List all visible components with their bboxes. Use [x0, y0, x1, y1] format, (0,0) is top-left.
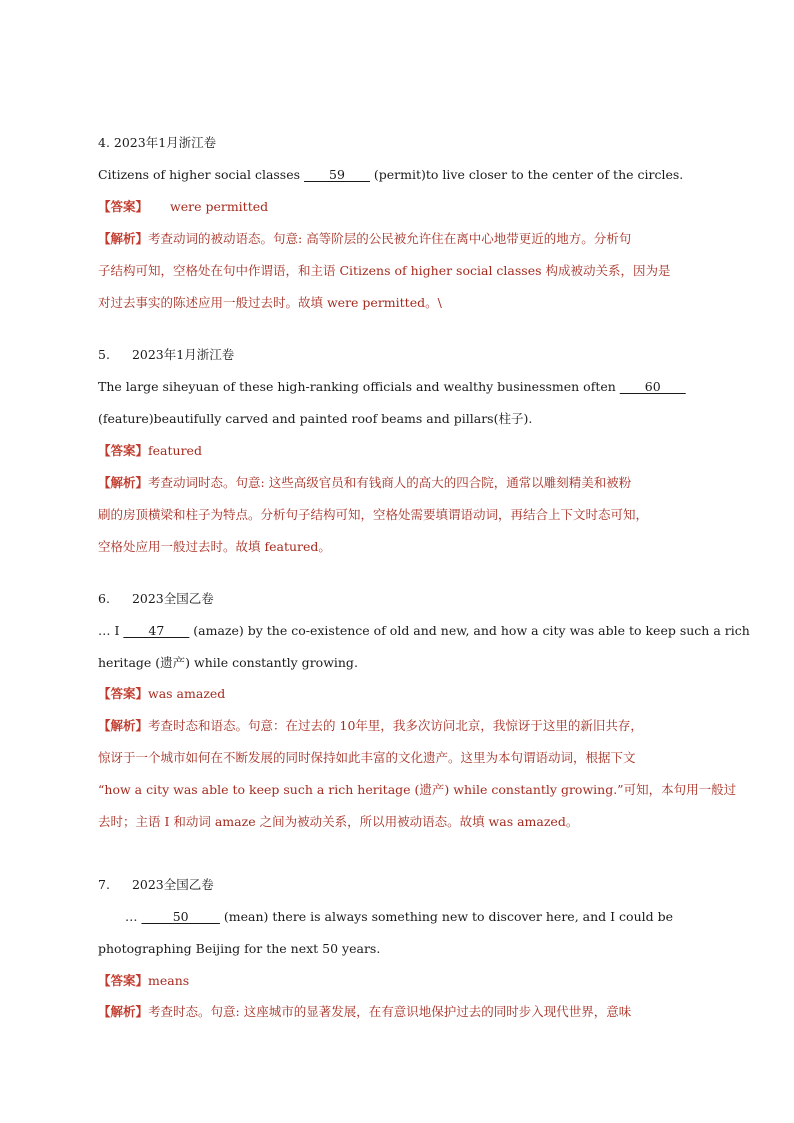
analysis-text: 考查动词的被动语态。句意: 高等阶层的公民被允许住在离中心地带更近的地方。分析句	[148, 231, 632, 246]
question-text: …	[125, 909, 142, 924]
question-5-header	[98, 346, 698, 364]
question-text: … I	[98, 623, 124, 638]
analysis-6-line-1	[98, 717, 698, 735]
answer-5	[98, 442, 698, 460]
question-source: 2023全国乙卷	[131, 591, 214, 606]
answer-text: means	[148, 973, 190, 988]
analysis-5-line-3: 空格处应用一般过去时。故填 featured。	[98, 539, 331, 554]
answer-blank: ____59____	[304, 167, 370, 182]
analysis-tag: 【解析】	[98, 231, 149, 246]
analysis-text: 考查时态。句意: 这座城市的显著发展，在有意识地保护过去的同时步入现代世界，意味	[148, 1004, 632, 1019]
question-text: Citizens of higher social classes	[98, 167, 305, 182]
analysis-text: 考查时态和语态。句意：在过去的 10年里，我多次访问北京，我惊讶于这里的新旧共存，	[148, 718, 643, 733]
question-text: (permit)to live closer to the center of the circles.	[369, 167, 684, 182]
analysis-7-line-1	[98, 1003, 698, 1021]
answer-tag: 【答案】	[98, 973, 149, 988]
analysis-text: 考查动词时态。句意: 这些高级官员和有钱商人的高大的四合院，通常以雕刻精美和被粉	[148, 475, 632, 490]
answer-6	[98, 685, 698, 703]
question-7-text-2: photographing Beijing for the next 50 years.	[98, 941, 381, 956]
answer-tag: 【答案】	[98, 686, 149, 701]
question-5-text-1	[98, 378, 698, 396]
analysis-5-line-2: 刷的房顶横梁和柱子为特点。分析句子结构可知，空格处需要填谓语动词，再结合上下文时态可知，	[98, 507, 649, 522]
answer-blank: ____47____	[123, 623, 190, 638]
question-4-text	[98, 166, 698, 184]
analysis-4-line-1	[98, 230, 698, 248]
answer-text: featured	[148, 443, 202, 458]
analysis-5-line-1	[98, 474, 698, 492]
answer-tag: 【答案】	[98, 199, 149, 214]
answer-blank: _____50_____	[141, 909, 220, 924]
question-7-text-1	[98, 908, 725, 926]
question-text: (mean) there is always something new to discover here, and I could be	[219, 909, 673, 924]
question-text: (amaze) by the co-existence of old and new, and how a city was able to keep such a rich	[189, 623, 750, 638]
question-6-text-2: heritage (遗产) while constantly growing.	[98, 655, 358, 670]
answer-7	[98, 972, 698, 990]
analysis-6-line-4: 去时；主语 I 和动词 amaze 之间为被动关系，所以用被动语态。故填 was amazed。	[98, 814, 579, 829]
question-6-header	[98, 590, 698, 608]
question-7-header	[98, 876, 698, 894]
analysis-4-line-3: 对过去事实的陈述应用一般过去时。故填 were permitted。\	[98, 295, 442, 310]
analysis-tag: 【解析】	[98, 1004, 149, 1019]
analysis-4-line-2: 子结构可知，空格处在句中作谓语，和主语 Citizens of higher social classes 构成被动关系，因为是	[98, 263, 671, 278]
analysis-tag: 【解析】	[98, 718, 149, 733]
analysis-6-line-2: 惊讶于一个城市如何在不断发展的同时保持如此丰富的文化遗产。这里为本句谓语动词，根据下文	[98, 750, 636, 765]
question-4-header: 4. 2023年1月浙江卷	[98, 135, 217, 150]
question-source: 2023全国乙卷	[131, 877, 214, 892]
question-text: The large siheyuan of these high-ranking officials and wealthy businessmen often	[98, 379, 620, 394]
question-source: 2023年1月浙江卷	[131, 347, 235, 362]
question-5-text-2: (feature)beautifully carved and painted roof beams and pillars(柱子).	[98, 411, 533, 426]
answer-text: were permitted	[170, 199, 269, 214]
answer-tag: 【答案】	[98, 443, 149, 458]
answer-blank: ____60____	[619, 379, 686, 394]
question-number: 5.	[98, 347, 110, 362]
question-6-text-1	[98, 622, 750, 640]
question-number: 6.	[98, 591, 110, 606]
analysis-6-line-3: “how a city was able to keep such a rich heritage (遗产) while constantly growing.”可知，本句用一般过	[98, 782, 737, 797]
answer-4	[98, 198, 698, 216]
question-number: 7.	[98, 877, 110, 892]
answer-text: was amazed	[148, 686, 226, 701]
analysis-tag: 【解析】	[98, 475, 149, 490]
